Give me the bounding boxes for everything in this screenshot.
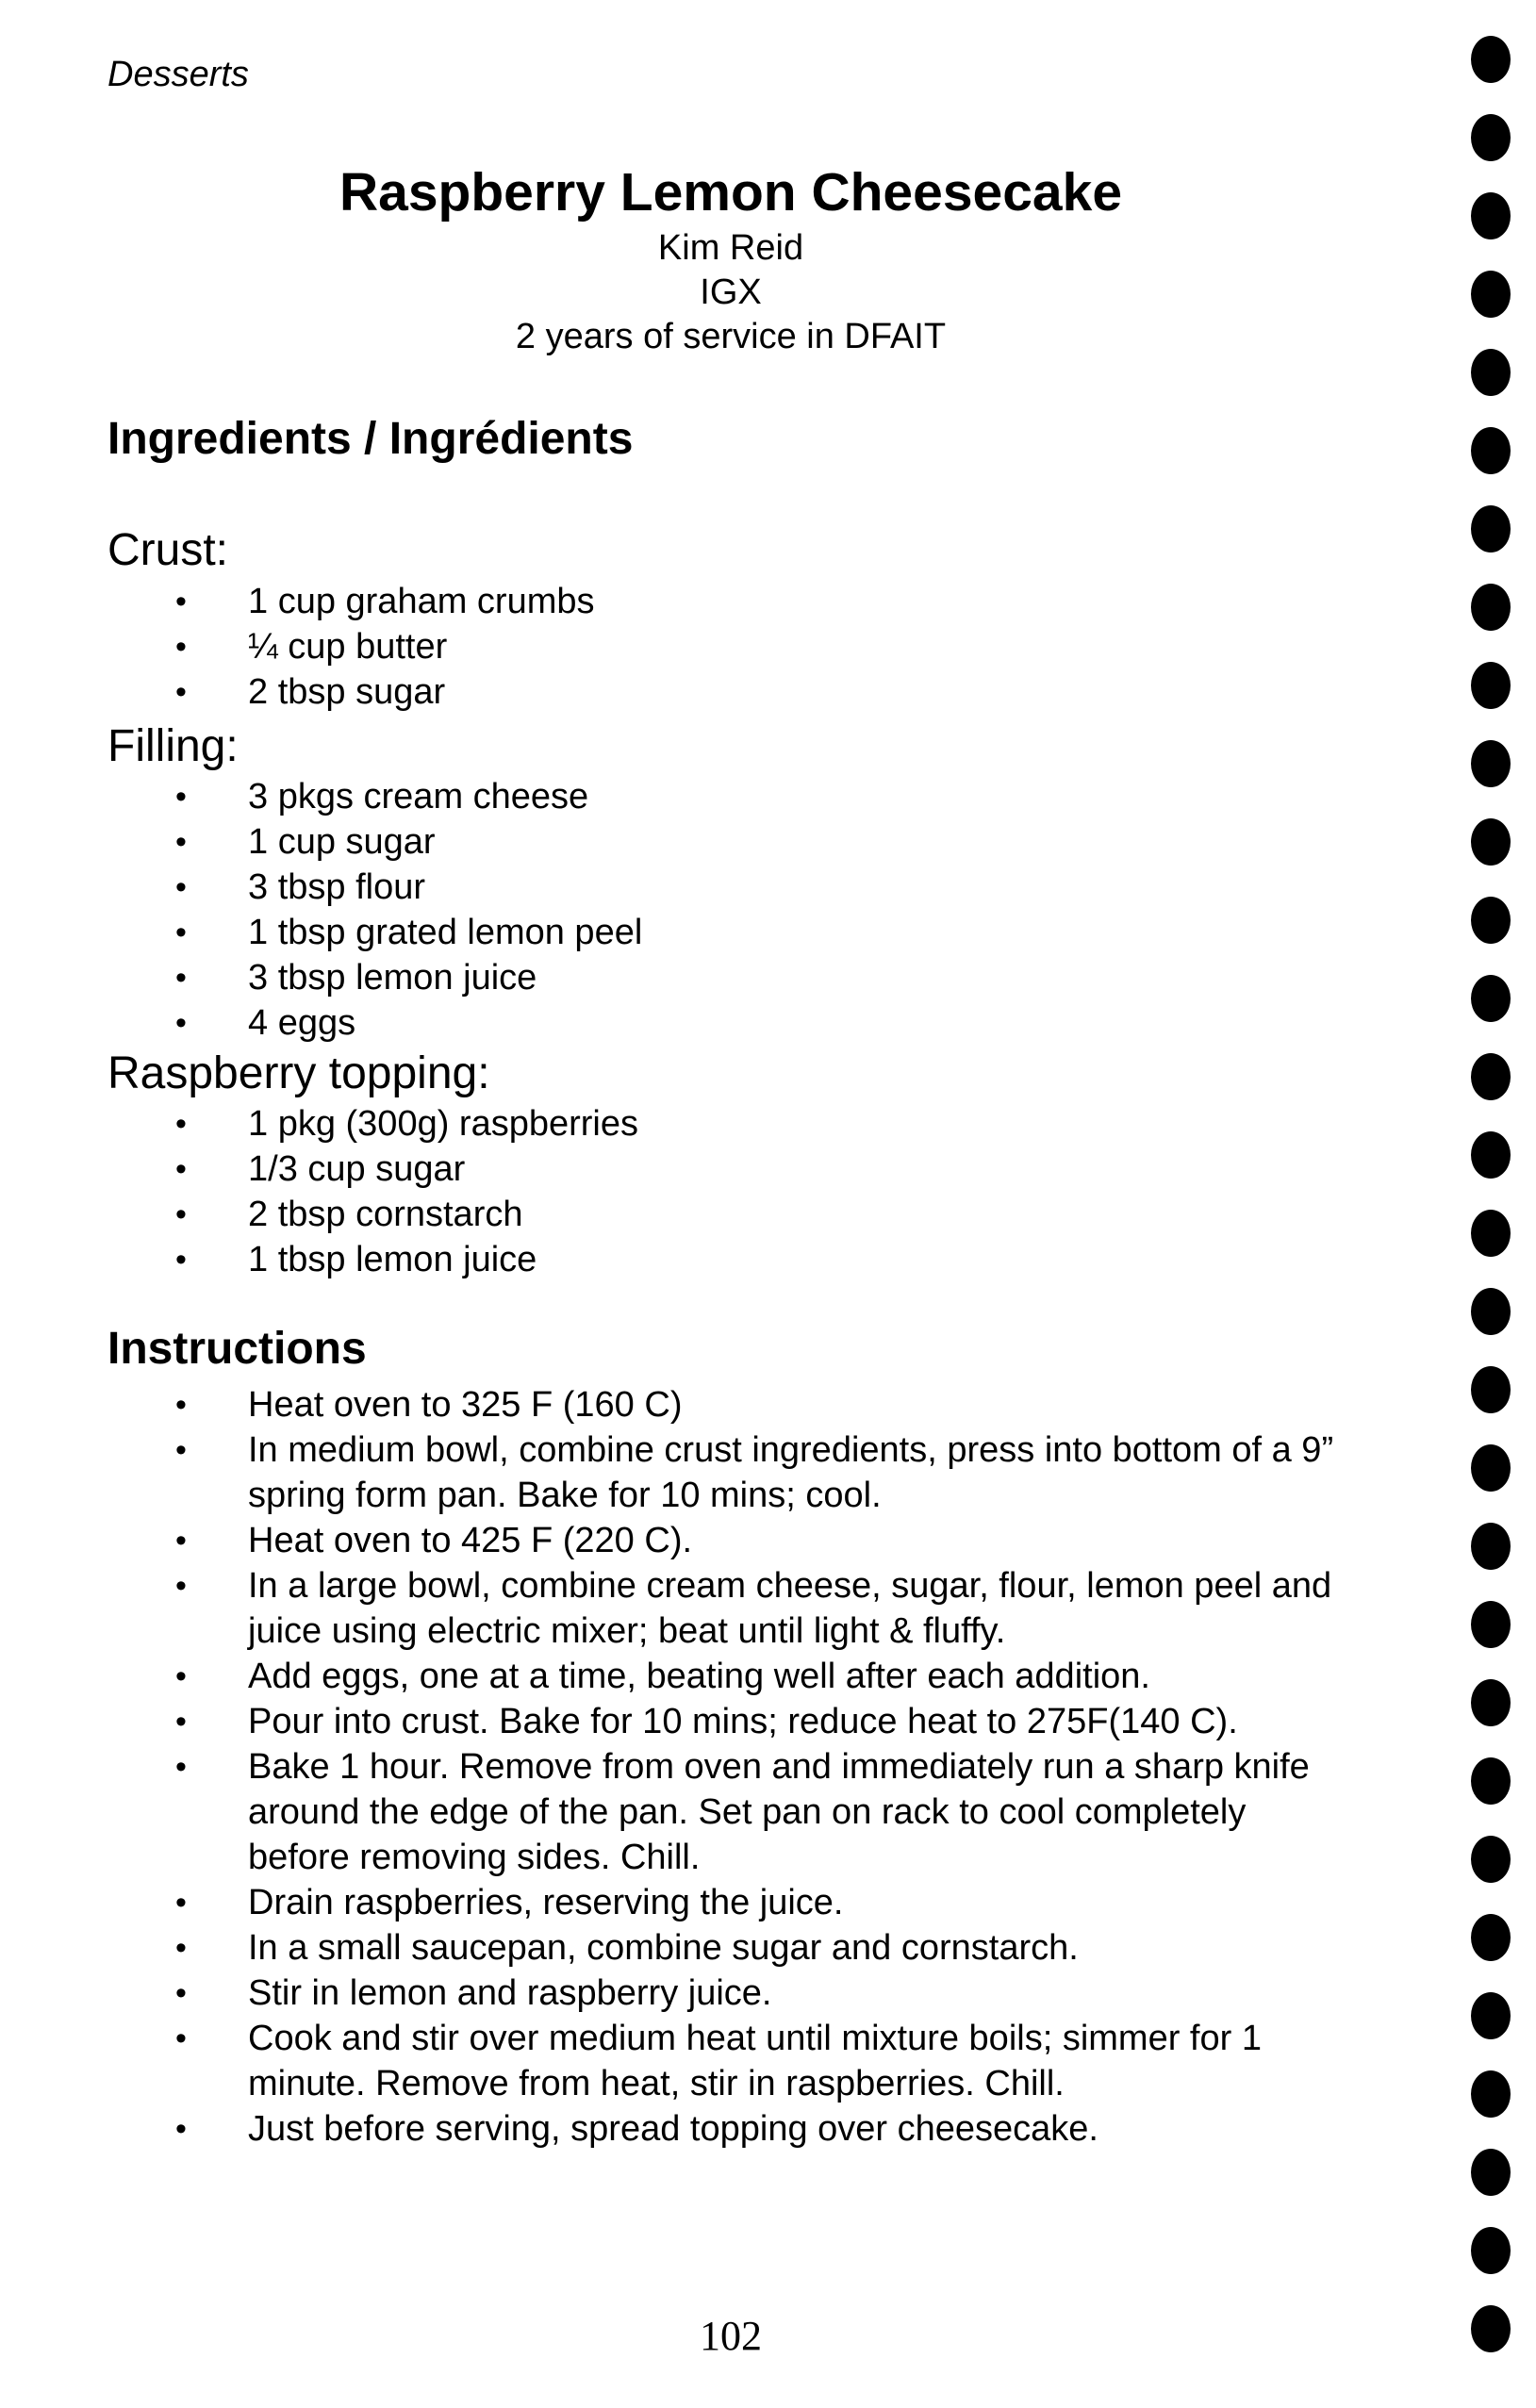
list-item: • 2 tbsp sugar: [0, 669, 1396, 715]
binding-hole: [1471, 818, 1511, 866]
binding-hole: [1471, 2227, 1511, 2274]
binding-hole: [1471, 1914, 1511, 1961]
binding-hole: [1471, 114, 1511, 161]
list-item: • 1 cup sugar: [0, 819, 1396, 865]
list-item: • 1 pkg (300g) raspberries: [0, 1101, 1396, 1146]
list-item: • 3 tbsp lemon juice: [0, 955, 1396, 1000]
instruction-step: • Cook and stir over medium heat until mixture boils; simmer for 1 minute. Remove from heat, stir in raspberries. Chill.: [0, 2016, 1396, 2106]
instruction-step: • Add eggs, one at a time, beating well after each addition.: [0, 1654, 1396, 1699]
crust-label: Crust:: [107, 525, 229, 575]
instruction-step: • Just before serving, spread topping over cheesecake.: [0, 2106, 1396, 2152]
binding-hole: [1471, 1679, 1511, 1726]
instruction-step: • Stir in lemon and raspberry juice.: [0, 1971, 1396, 2016]
binding-hole: [1471, 349, 1511, 396]
section-label: Desserts: [107, 55, 249, 94]
binding-hole: [1471, 271, 1511, 318]
recipe-header: [0, 158, 1462, 359]
instruction-step: • In a small saucepan, combine sugar and cornstarch.: [0, 1925, 1396, 1971]
binding-hole: [1471, 1757, 1511, 1805]
binding-hole: [1471, 427, 1511, 474]
instruction-step: • Heat oven to 325 F (160 C): [0, 1382, 1396, 1427]
binding-hole: [1471, 2149, 1511, 2196]
binding-hole: [1471, 505, 1511, 553]
list-item: • 1 tbsp grated lemon peel: [0, 910, 1396, 955]
recipe-title: Raspberry Lemon Cheesecake: [339, 162, 1123, 223]
crust-list: [0, 579, 1396, 715]
topping-list: [0, 1101, 1396, 1282]
recipe-service: 2 years of service in DFAIT: [515, 317, 947, 356]
binding-hole: [1471, 1288, 1511, 1335]
spiral-binding: [1471, 36, 1518, 2383]
instruction-step: • In a large bowl, combine cream cheese, sugar, flour, lemon peel and juice using electric mixer; beat until light & fluffy.: [0, 1563, 1396, 1654]
topping-label: Raspberry topping:: [107, 1048, 490, 1098]
recipe-author: Kim Reid: [657, 228, 804, 268]
binding-hole: [1471, 662, 1511, 709]
binding-hole: [1471, 1210, 1511, 1257]
filling-list: [0, 774, 1396, 1046]
instruction-step: • Drain raspberries, reserving the juice.: [0, 1880, 1396, 1925]
binding-hole: [1471, 1131, 1511, 1179]
list-item: • 2 tbsp cornstarch: [0, 1192, 1396, 1237]
list-item: • 4 eggs: [0, 1000, 1396, 1046]
instruction-step: • Heat oven to 425 F (220 C).: [0, 1518, 1396, 1563]
binding-hole: [1471, 1992, 1511, 2039]
list-item: • ¼ cup butter: [0, 624, 1396, 669]
binding-hole: [1471, 1836, 1511, 1883]
instructions-heading: Instructions: [107, 1324, 367, 1374]
list-item: • 3 tbsp flour: [0, 865, 1396, 910]
filling-label: Filling:: [107, 721, 239, 771]
binding-hole: [1471, 1523, 1511, 1570]
ingredients-heading: Ingredients / Ingrédients: [107, 414, 634, 464]
page-number: 102: [700, 2313, 762, 2359]
list-item: • 1/3 cup sugar: [0, 1146, 1396, 1192]
binding-hole: [1471, 1444, 1511, 1492]
binding-hole: [1471, 192, 1511, 239]
binding-hole: [1471, 1366, 1511, 1413]
instruction-step: • Pour into crust. Bake for 10 mins; reduce heat to 275F(140 C).: [0, 1699, 1396, 1744]
binding-hole: [1471, 1053, 1511, 1100]
binding-hole: [1471, 36, 1511, 83]
binding-hole: [1471, 740, 1511, 787]
list-item: • 3 pkgs cream cheese: [0, 774, 1396, 819]
instruction-step: • Bake 1 hour. Remove from oven and immediately run a sharp knife around the edge of the pan. Set pan on rack to cool completely before removing sides. Chill.: [0, 1744, 1396, 1880]
binding-hole: [1471, 975, 1511, 1022]
binding-hole: [1471, 2070, 1511, 2118]
binding-hole: [1471, 584, 1511, 631]
binding-hole: [1471, 1601, 1511, 1648]
recipe-division: IGX: [700, 272, 762, 312]
instruction-step: • In medium bowl, combine crust ingredients, press into bottom of a 9” spring form pan. Bake for 10 mins; cool.: [0, 1427, 1396, 1518]
instructions-list: [0, 1382, 1396, 2152]
list-item: • 1 cup graham crumbs: [0, 579, 1396, 624]
binding-hole: [1471, 2305, 1511, 2352]
list-item: • 1 tbsp lemon juice: [0, 1237, 1396, 1282]
binding-hole: [1471, 897, 1511, 944]
